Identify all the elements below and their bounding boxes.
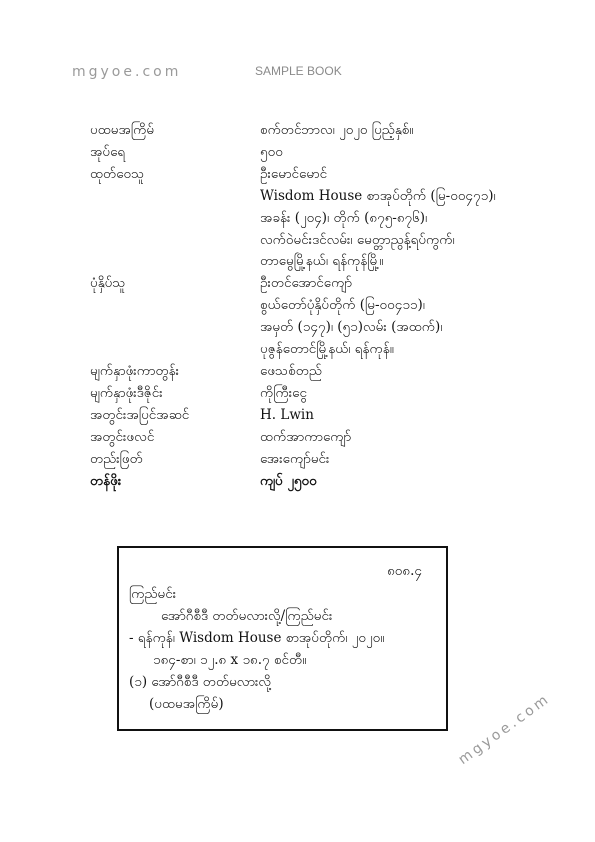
info-row [90,361,530,383]
info-label: မျက်နှာဖုံးဒီဇိုင်း [90,384,163,401]
info-label: ထုတ်ဝေသူ [90,165,145,182]
catalog-box [117,546,448,731]
info-label: အုပ်ရေ [90,143,126,160]
info-label [90,317,260,339]
info-value: H. Lwin [260,406,314,423]
info-value: အခန်း (၂၀၄)၊ တိုက် (၈၇၅-၈၇၆)၊ [260,209,428,226]
info-row [90,273,530,295]
info-row [90,405,530,427]
info-value: ထက်အာကာကျော် [260,428,352,445]
colophon-info [90,120,530,492]
info-row [90,251,530,273]
catalog-code: ၈၀၈.၄ [387,563,422,579]
info-value: ကျပ် ၂၅၀၀ [260,472,317,489]
catalog-publisher: - ရန်ကုန်၊ Wisdom House စာအုပ်တိုက်၊ ၂၀၂၀။ [129,630,385,646]
info-label [90,251,260,273]
info-row [90,120,530,142]
info-value: ဦးမောင်မောင် [260,165,328,182]
info-row [90,230,530,252]
header-label: SAMPLE BOOK [255,64,342,78]
watermark-diagonal: mgyoe.com [455,690,554,768]
info-value: ပုဇွန်တောင်မြို့နယ်၊ ရန်ကုန်။ [260,341,394,358]
info-row [90,142,530,164]
info-row [90,449,530,471]
info-value: အမှတ် (၁၄၇)၊ (၅၁)လမ်း (အထက်)၊ [260,319,443,336]
info-label [90,208,260,230]
info-row [90,427,530,449]
catalog-edition: (ပထမအကြိမ်) [149,696,224,712]
info-label: အတွင်းဖလင် [90,428,155,445]
info-label [90,186,260,208]
info-label: တည်းဖြတ် [90,450,143,467]
info-row [90,471,530,493]
info-label: တန်ဖိုး [90,472,122,489]
info-value: ဖေသစ်တည် [260,362,322,379]
info-label [90,295,260,317]
info-value: Wisdom House စာအုပ်တိုက် (မြ-၀၀၄၇၁)၊ [260,187,496,204]
info-value: အေးကျော်မင်း [260,450,330,467]
info-value: ကိုကြီးငွေ [260,384,307,401]
info-label: ပုံနှိပ်သူ [90,275,126,292]
info-value: လက်ဝဲမင်းဒင်လမ်း၊ မေတ္တာညွန့်ရပ်ကွက်၊ [260,231,455,248]
info-row [90,164,530,186]
catalog-subject: (၁) အော်ဂီစီဒီ တတ်မလားလို့ [129,674,272,690]
info-row [90,383,530,405]
info-label: မျက်နှာဖုံးကာတွန်း [90,362,180,379]
catalog-pages: ၁၈၄-စာ၊ ၁၂.၈ x ၁၈.၇ စင်တီ။ [153,652,307,668]
catalog-author: ကြည်မင်း [129,586,177,602]
info-label: ပထမအကြိမ် [90,122,155,138]
info-value: ဦးတင်အောင်ကျော် [260,275,353,292]
info-label: အတွင်းအပြင်အဆင် [90,406,190,423]
info-label [90,230,260,252]
info-row [90,186,530,208]
info-value: တာမွေမြို့နယ်၊ ရန်ကုန်မြို့။ [260,253,384,270]
info-row [90,208,530,230]
info-row [90,317,530,339]
info-row [90,295,530,317]
info-value: ၅၀၀ [260,143,283,160]
info-label [90,339,260,361]
watermark-top: mgyoe.com [72,64,182,80]
catalog-title: အော်ဂီစီဒီ တတ်မလားလို့/ကြည်မင်း [161,608,333,624]
info-value: စွယ်တော်ပုံနှိပ်တိုက် (မြ-၀၀၄၁၁)၊ [260,297,425,314]
info-row [90,339,530,361]
info-value: စက်တင်ဘာလ၊ ၂၀၂၀ ပြည့်နှစ်။ [260,122,414,138]
